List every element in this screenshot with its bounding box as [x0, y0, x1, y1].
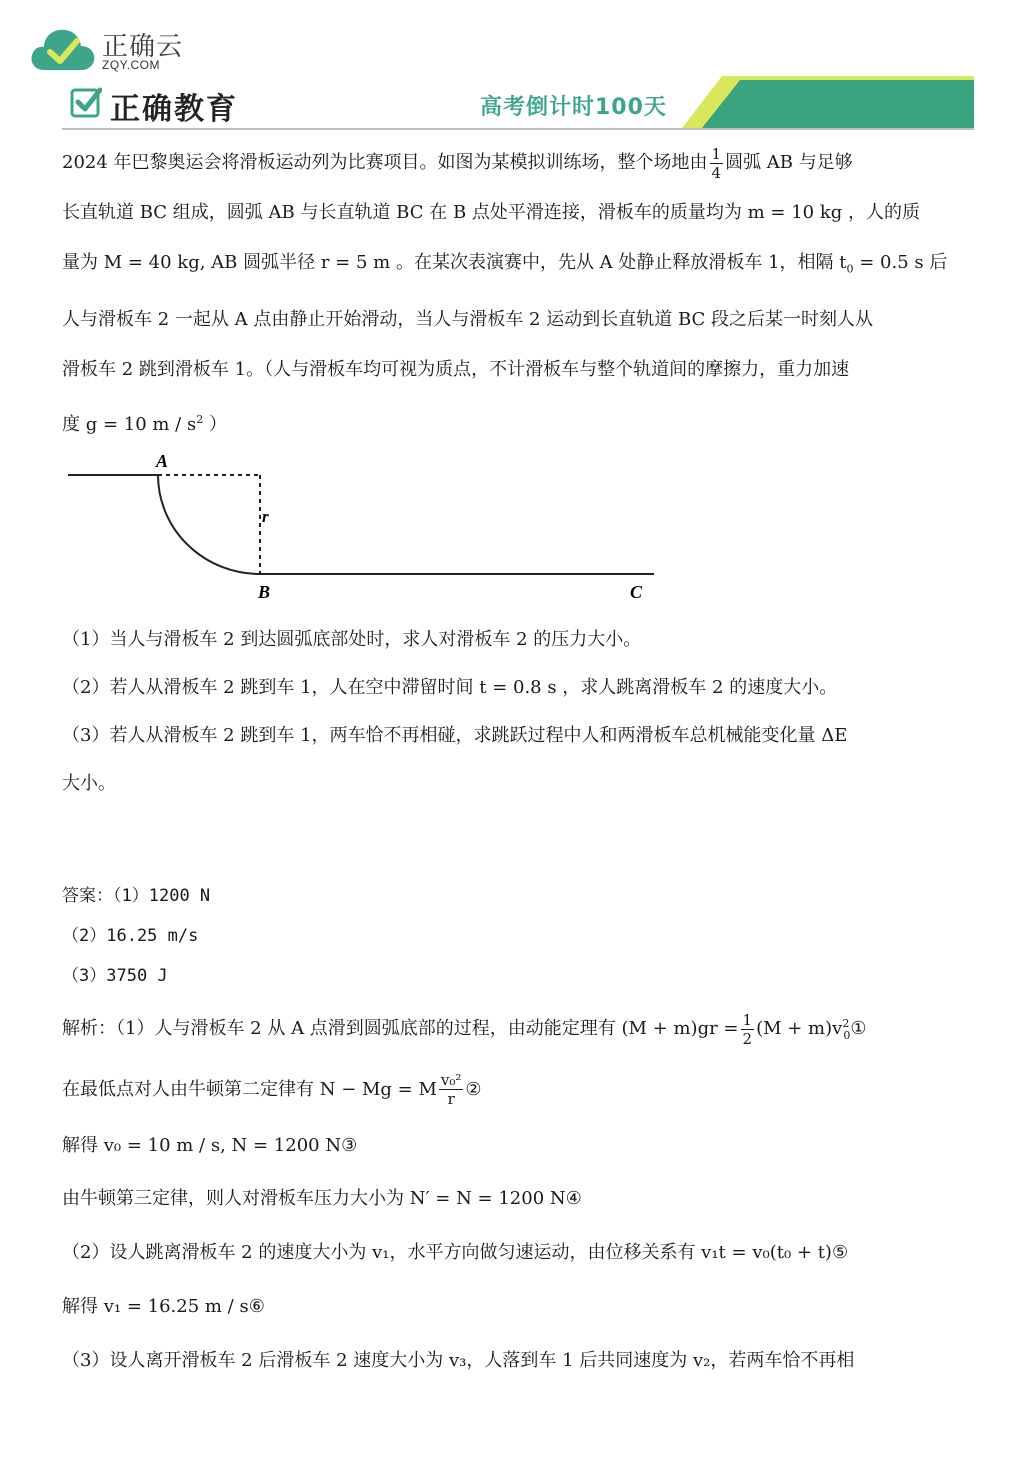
fraction-num: v₀² — [440, 1071, 462, 1090]
label-c: C — [630, 582, 643, 602]
superscript: 2 — [196, 412, 204, 426]
answer-2: （2）16.25 m/s — [62, 926, 199, 946]
solution-text: （2）设人跳离滑板车 2 的速度大小为 v₁，水平方向做匀速运动，由位移关系有 v₁t = v₀(t₀ + t) — [62, 1241, 832, 1263]
question-2: （2）若人从滑板车 2 跳到车 1，人在空中滞留时间 t = 0.8 s ，求人跳离滑板车 2 的速度大小。 — [62, 677, 838, 698]
problem-text: ） — [203, 413, 227, 435]
solution-text: (M + m)v — [756, 1018, 843, 1039]
solution-line — [62, 1000, 974, 1060]
label-a: A — [156, 451, 169, 471]
problem-text: 量为 M = 40 kg, AB 圆弧半径 r = 5 m 。在某次表演赛中，先从 A 处静止释放滑板车 1，相隔 t — [62, 252, 847, 273]
solution-text: 在最低点对人由牛顿第二定律有 N − Mg = M — [62, 1078, 437, 1100]
problem-content — [62, 138, 974, 450]
fraction-den: 4 — [711, 163, 722, 182]
questions — [62, 616, 974, 808]
problem-line — [62, 138, 974, 188]
subscript: 0 — [846, 262, 854, 276]
header-bar — [62, 76, 974, 130]
fraction — [439, 1071, 464, 1108]
label-r: r — [262, 507, 269, 526]
problem-line: 滑板车 2 跳到滑板车 1。（人与滑板车均可视为质点，不计滑板车与整个轨道间的摩擦力，重力加速 — [62, 358, 850, 380]
checkbox-icon — [70, 86, 102, 118]
problem-line — [62, 238, 974, 295]
solution-line: （3）设人离开滑板车 2 后滑板车 2 速度大小为 v₃，人落到车 1 后共同速度为 v₂，若两车恰不再相 — [62, 1349, 855, 1371]
track-diagram — [62, 442, 662, 612]
problem-text: 圆弧 AB 与足够 — [725, 152, 853, 173]
solution-line — [62, 1280, 974, 1334]
fraction — [741, 1011, 755, 1048]
solution-line — [62, 1120, 974, 1172]
fraction-den: r — [447, 1090, 455, 1109]
fraction-num: 1 — [742, 1010, 753, 1029]
equation-number: ⑤ — [831, 1241, 849, 1263]
cloud-check-icon — [30, 26, 96, 72]
equation-number: ③ — [341, 1134, 358, 1156]
answers — [62, 876, 974, 996]
equation-number: ① — [850, 1018, 867, 1039]
superscript: 2 — [842, 1017, 850, 1030]
question-3-cont: 大小。 — [62, 773, 116, 794]
fraction-num: 1 — [711, 144, 722, 163]
solution-text: 由牛顿第三定律，则人对滑板车压力大小为 N′ = N = 1200 N — [62, 1187, 566, 1209]
header-divider — [62, 128, 974, 130]
question-1: （1）当人与滑板车 2 到达圆弧底部处时，求人对滑板车 2 的压力大小。 — [62, 629, 642, 650]
banner-shape — [682, 76, 974, 128]
fraction — [710, 145, 724, 182]
arc-ab — [158, 475, 260, 574]
track-svg — [62, 442, 662, 612]
fraction-den: 2 — [742, 1029, 753, 1048]
problem-line: 长直轨道 BC 组成，圆弧 AB 与长直轨道 BC 在 B 点处平滑连接，滑板车的质量均为 m = 10 kg ，人的质 — [62, 202, 920, 223]
equation-number: ⑥ — [248, 1295, 265, 1317]
answer-3: （3）3750 J — [62, 966, 168, 986]
brand-logo — [30, 20, 200, 76]
equation-number: ④ — [565, 1187, 582, 1209]
problem-text: 度 g = 10 m / s — [62, 413, 197, 435]
problem-text: 2024 年巴黎奥运会将滑板运动列为比赛项目。如图为某模拟训练场，整个场地由 — [62, 152, 708, 173]
brand-name: 正确云 — [102, 32, 184, 62]
solution-text: 解析：（1）人与滑板车 2 从 A 点滑到圆弧底部的过程，由动能定理有 (M + m)gr = — [62, 1018, 739, 1039]
countdown-text: 高考倒计时100天 — [480, 95, 667, 120]
problem-line: 人与滑板车 2 一起从 A 点由静止开始滑动，当人与滑板车 2 运动到长直轨道 BC 段之后某一时刻人从 — [62, 308, 874, 330]
solution-line — [62, 1172, 974, 1226]
subscript: 0 — [843, 1028, 851, 1042]
solution — [62, 1000, 974, 1388]
question-3: （3）若人从滑板车 2 跳到车 1，两车恰不再相碰，求跳跃过程中人和两滑板车总机械能变化量 ΔE — [62, 725, 848, 746]
banner-title: 每日一题 — [716, 13, 849, 46]
answer-1: 答案：（1）1200 N — [62, 886, 211, 906]
label-b: B — [258, 582, 271, 602]
equation-number: ② — [465, 1078, 482, 1100]
solution-line — [62, 1060, 974, 1120]
solution-text: 解得 v₀ = 10 m / s, N = 1200 N — [62, 1134, 342, 1156]
solution-line — [62, 1226, 974, 1280]
brand-domain: ZQY.COM — [102, 58, 160, 72]
solution-text: 解得 v₁ = 16.25 m / s — [62, 1295, 249, 1317]
edu-name: 正确教育 — [110, 92, 238, 127]
problem-text: = 0.5 s 后 — [853, 252, 948, 273]
